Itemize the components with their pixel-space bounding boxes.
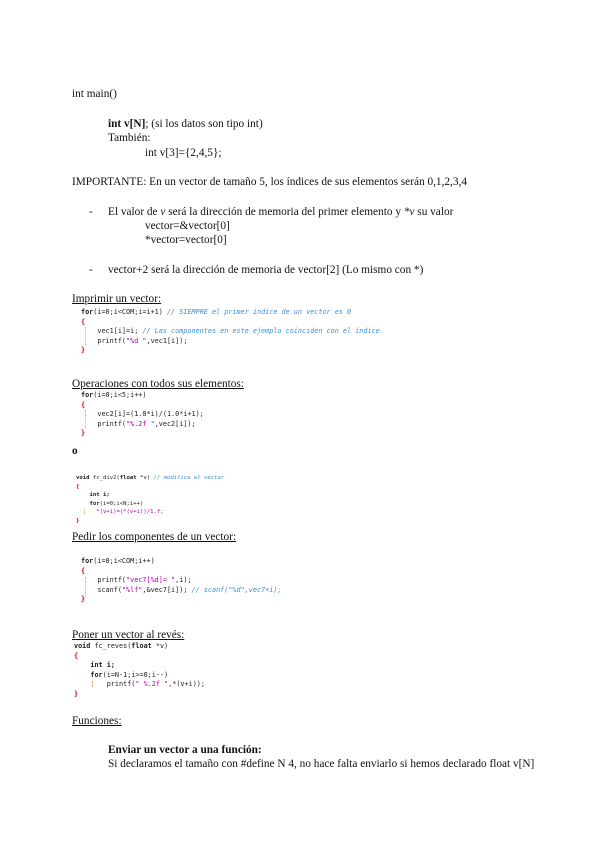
code-text: (i=0;i<5;i++) bbox=[93, 391, 147, 399]
code-comment: // SIEMPRE el primer índice de un vector es 0 bbox=[166, 308, 352, 316]
code-brace: } bbox=[74, 689, 79, 698]
code-brace: } bbox=[81, 595, 86, 604]
code-text: printf( bbox=[106, 680, 136, 689]
bullet-italic: *v bbox=[403, 206, 415, 218]
importante-note: IMPORTANTE: En un vector de tamaño 5, los índices de sus elementos serán 0,1,2,3,4 bbox=[72, 176, 467, 188]
code-keyword: for bbox=[81, 391, 94, 399]
code-comment: // Las componentes en este ejemplo coinciden con el índice bbox=[142, 327, 380, 336]
code-fc-div2: void fc_div2(float *v) // modifica el vector { int i; for(i=0;i<N;i++) ¦ *(v+i)=(*(v+i))/1.f; } bbox=[76, 475, 225, 524]
code-brace: } bbox=[81, 429, 86, 438]
code-imprimir bbox=[81, 308, 380, 356]
or-separator: o bbox=[72, 445, 78, 457]
section-funciones: Funciones: bbox=[72, 715, 122, 727]
code-brace: { bbox=[81, 317, 86, 326]
vector-declaration bbox=[108, 117, 263, 131]
code-text: printf( bbox=[97, 336, 127, 345]
code-pedir bbox=[81, 557, 282, 605]
code-brace: } bbox=[81, 346, 86, 355]
code-declaration: int i; bbox=[90, 661, 115, 670]
code-string: "%lf" bbox=[121, 585, 143, 594]
bullet-italic: v bbox=[160, 206, 166, 218]
code-text: ,vec1[i]); bbox=[146, 336, 188, 345]
value-example: *vector=vector[0] bbox=[145, 234, 227, 246]
code-text: fc_reves( bbox=[90, 642, 132, 650]
code-keyword: for bbox=[90, 670, 103, 679]
address-example: vector=&vector[0] bbox=[145, 220, 230, 232]
bullet-pointer-value bbox=[108, 205, 453, 219]
bullet-text: su valor bbox=[414, 206, 454, 218]
code-string: "%d " bbox=[126, 336, 147, 345]
code-keyword: for bbox=[81, 308, 94, 316]
code-keyword: float bbox=[119, 475, 137, 481]
code-text: (i=0;i<COM;i=i+1) bbox=[93, 308, 167, 316]
code-brace: { bbox=[81, 566, 86, 575]
code-text: *v) bbox=[151, 642, 169, 650]
bullet-pointer-arithmetic: vector+2 será la dirección de memoria de vector[2] (Lo mismo con *) bbox=[108, 264, 424, 276]
code-text: (i=0;i<N;i++) bbox=[99, 500, 144, 507]
code-declaration: int i; bbox=[89, 492, 110, 499]
code-comment: // modifica el vector bbox=[153, 475, 225, 481]
code-text: scanf( bbox=[97, 585, 122, 594]
code-text: (i=0;i<COM;i++) bbox=[93, 557, 155, 565]
code-text: (i=N-1;i>=0;i--) bbox=[102, 670, 169, 679]
code-keyword: void bbox=[74, 642, 91, 650]
section-imprimir: Imprimir un vector: bbox=[72, 293, 162, 305]
code-text: vec1[i]=i; bbox=[97, 327, 143, 336]
bullet-dash: - bbox=[89, 264, 93, 276]
code-text: *(v+i)=(*(v+i))/1.f; bbox=[96, 509, 164, 516]
bullet-dash: - bbox=[89, 206, 93, 218]
bullet-text: El valor de bbox=[108, 206, 161, 218]
section-pedir: Pedir los componentes de un vector: bbox=[72, 531, 237, 543]
code-text: ,&vec7[i]); bbox=[142, 585, 192, 594]
code-text: ,*(v+i)); bbox=[168, 680, 205, 689]
code-text: printf( bbox=[97, 576, 127, 585]
code-keyword: for bbox=[81, 557, 94, 565]
code-text: fc_div2( bbox=[89, 475, 120, 481]
section-poner: Poner un vector al revés: bbox=[72, 629, 185, 641]
code-string: " %.2f " bbox=[135, 680, 169, 689]
code-brace: { bbox=[76, 483, 80, 490]
code-fc-reves: void fc_reves(float *v) { int i; for(i=N-1;i>=0;i--) ¦ printf(" %.2f ",*(v+i)); } bbox=[74, 642, 205, 698]
vector-declaration-code: int v[N] bbox=[108, 118, 146, 130]
code-keyword: float bbox=[131, 642, 152, 650]
enviar-vector-title: Enviar un vector a una función: bbox=[108, 744, 262, 756]
tambien-label: También: bbox=[108, 132, 151, 144]
code-text: printf( bbox=[97, 419, 127, 428]
code-operaciones bbox=[81, 391, 204, 439]
section-operaciones: Operaciones con todos sus elementos: bbox=[72, 378, 244, 390]
init-example: int v[3]={2,4,5}; bbox=[145, 147, 222, 159]
code-brace: { bbox=[81, 400, 86, 409]
bullet-text: será la dirección de memoria del primer elemento y bbox=[165, 206, 404, 218]
code-brace: { bbox=[74, 651, 79, 660]
code-brace: } bbox=[76, 517, 80, 524]
code-text: *v) bbox=[136, 475, 154, 481]
code-keyword: void bbox=[76, 475, 90, 481]
main-declaration: int main() bbox=[72, 88, 117, 100]
code-text: vec2[i]=(1.0*i)/(1.0*i+1); bbox=[97, 410, 204, 419]
code-string: "vec7[%d]= " bbox=[126, 576, 176, 585]
code-keyword: for bbox=[89, 500, 100, 507]
vector-declaration-note: ; (si los datos son tipo int) bbox=[145, 118, 263, 130]
code-text: ,vec2[i]); bbox=[154, 419, 196, 428]
code-string: "%.2f " bbox=[126, 419, 155, 428]
code-comment: // scanf("%d",vec7+i); bbox=[191, 585, 282, 594]
code-text: ,i); bbox=[175, 576, 192, 585]
enviar-vector-text: Si declaramos el tamaño con #define N 4, no hace falta enviarlo si hemos declarado float v[N] bbox=[108, 758, 535, 770]
